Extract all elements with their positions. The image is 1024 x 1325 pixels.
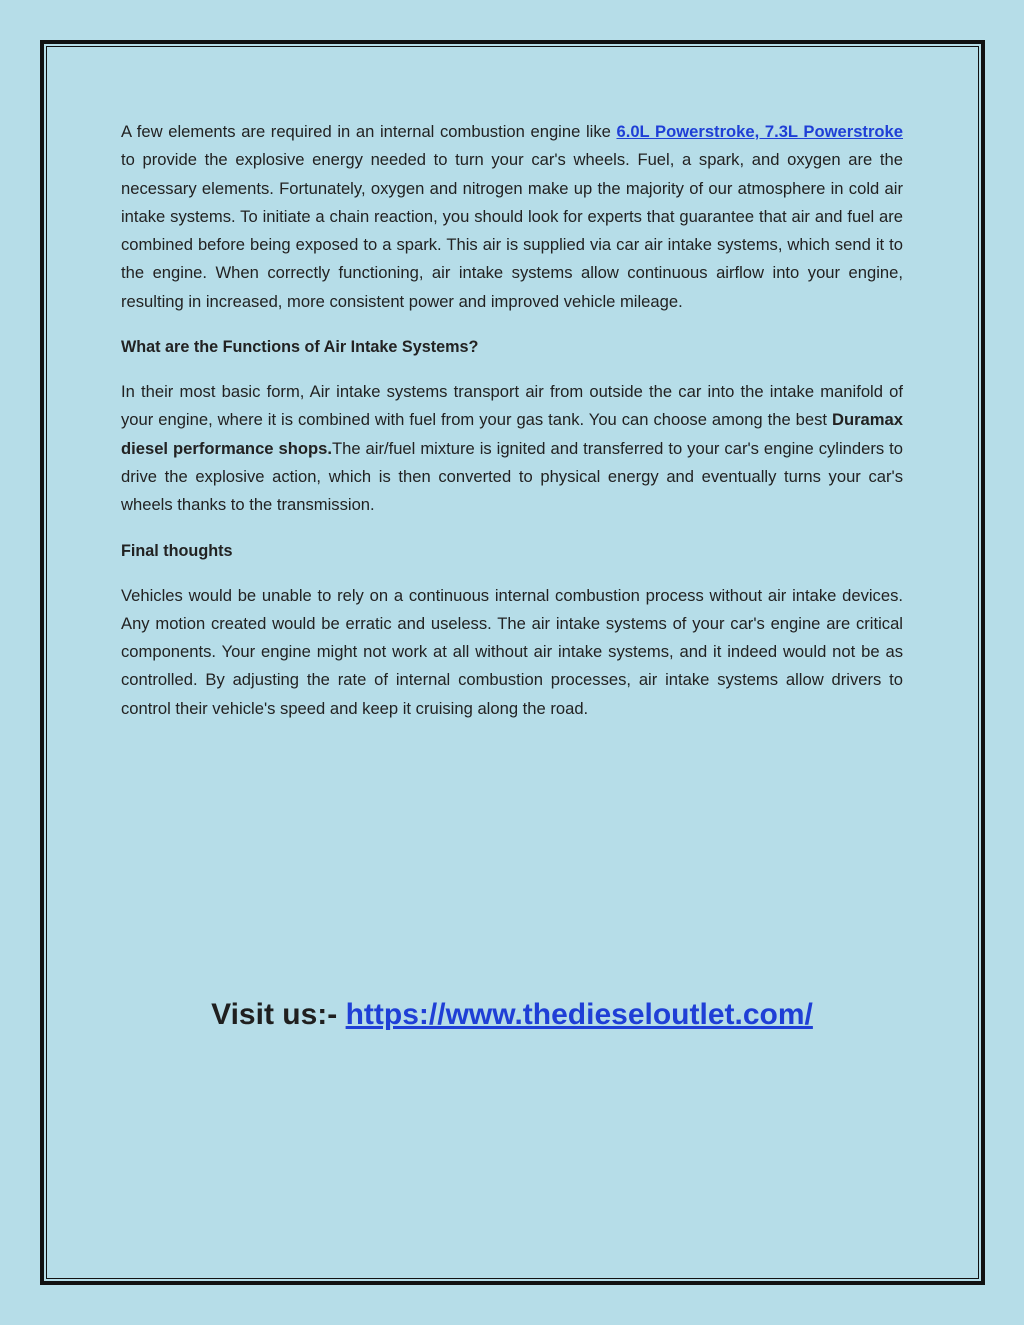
visit-us-line: [0, 993, 1024, 1037]
powerstroke-link[interactable]: 6.0L Powerstroke, 7.3L Powerstroke: [616, 122, 903, 141]
intro-text-end: to provide the explosive energy needed to turn your car's wheels. Fuel, a spark, and oxygen are the necessary elements. Fortunately, oxygen and nitrogen make up the majority of our atmosphere in cold air intake systems. To initiate a chain reaction, you should look for experts that guarantee that air and fuel are combined before being exposed to a spark. This air is supplied via car air intake systems, which send it to the engine. When correctly functioning, air intake systems allow continuous airflow into your engine, resulting in increased, more consistent power and improved vehicle mileage.: [121, 150, 903, 311]
functions-paragraph: [121, 378, 903, 519]
intro-text-start: A few elements are required in an internal combustion engine like: [121, 122, 617, 141]
website-link[interactable]: https://www.thedieseloutlet.com/: [345, 998, 813, 1031]
intro-paragraph: [121, 118, 903, 316]
functions-text-start: In their most basic form, Air intake systems transport air from outside the car into the intake manifold of your engine, where it is combined with fuel from your gas tank. You can choose among the best: [121, 382, 903, 430]
functions-heading: What are the Functions of Air Intake Systems?: [121, 338, 479, 357]
duramax-shops-bold: Duramax diesel performance shops.: [121, 410, 903, 458]
document-body: [121, 118, 903, 723]
visit-us-label: Visit us:-: [211, 998, 346, 1031]
functions-text-end: The air/fuel mixture is ignited and transferred to your car's engine cylinders to drive the explosive action, which is then converted to physical energy and eventually turns your car's wheels thanks to the transmission.: [121, 438, 903, 515]
final-thoughts-paragraph: Vehicles would be unable to rely on a continuous internal combustion process without air intake devices. Any motion created would be erratic and useless. The air intake systems of your car's engine are critical components. Your engine might not work at all without air intake systems, and it indeed would not be as controlled. By adjusting the rate of internal combustion processes, air intake systems allow drivers to control their vehicle's speed and keep it cruising along the road.: [121, 585, 903, 718]
final-thoughts-heading: Final thoughts: [121, 541, 233, 560]
